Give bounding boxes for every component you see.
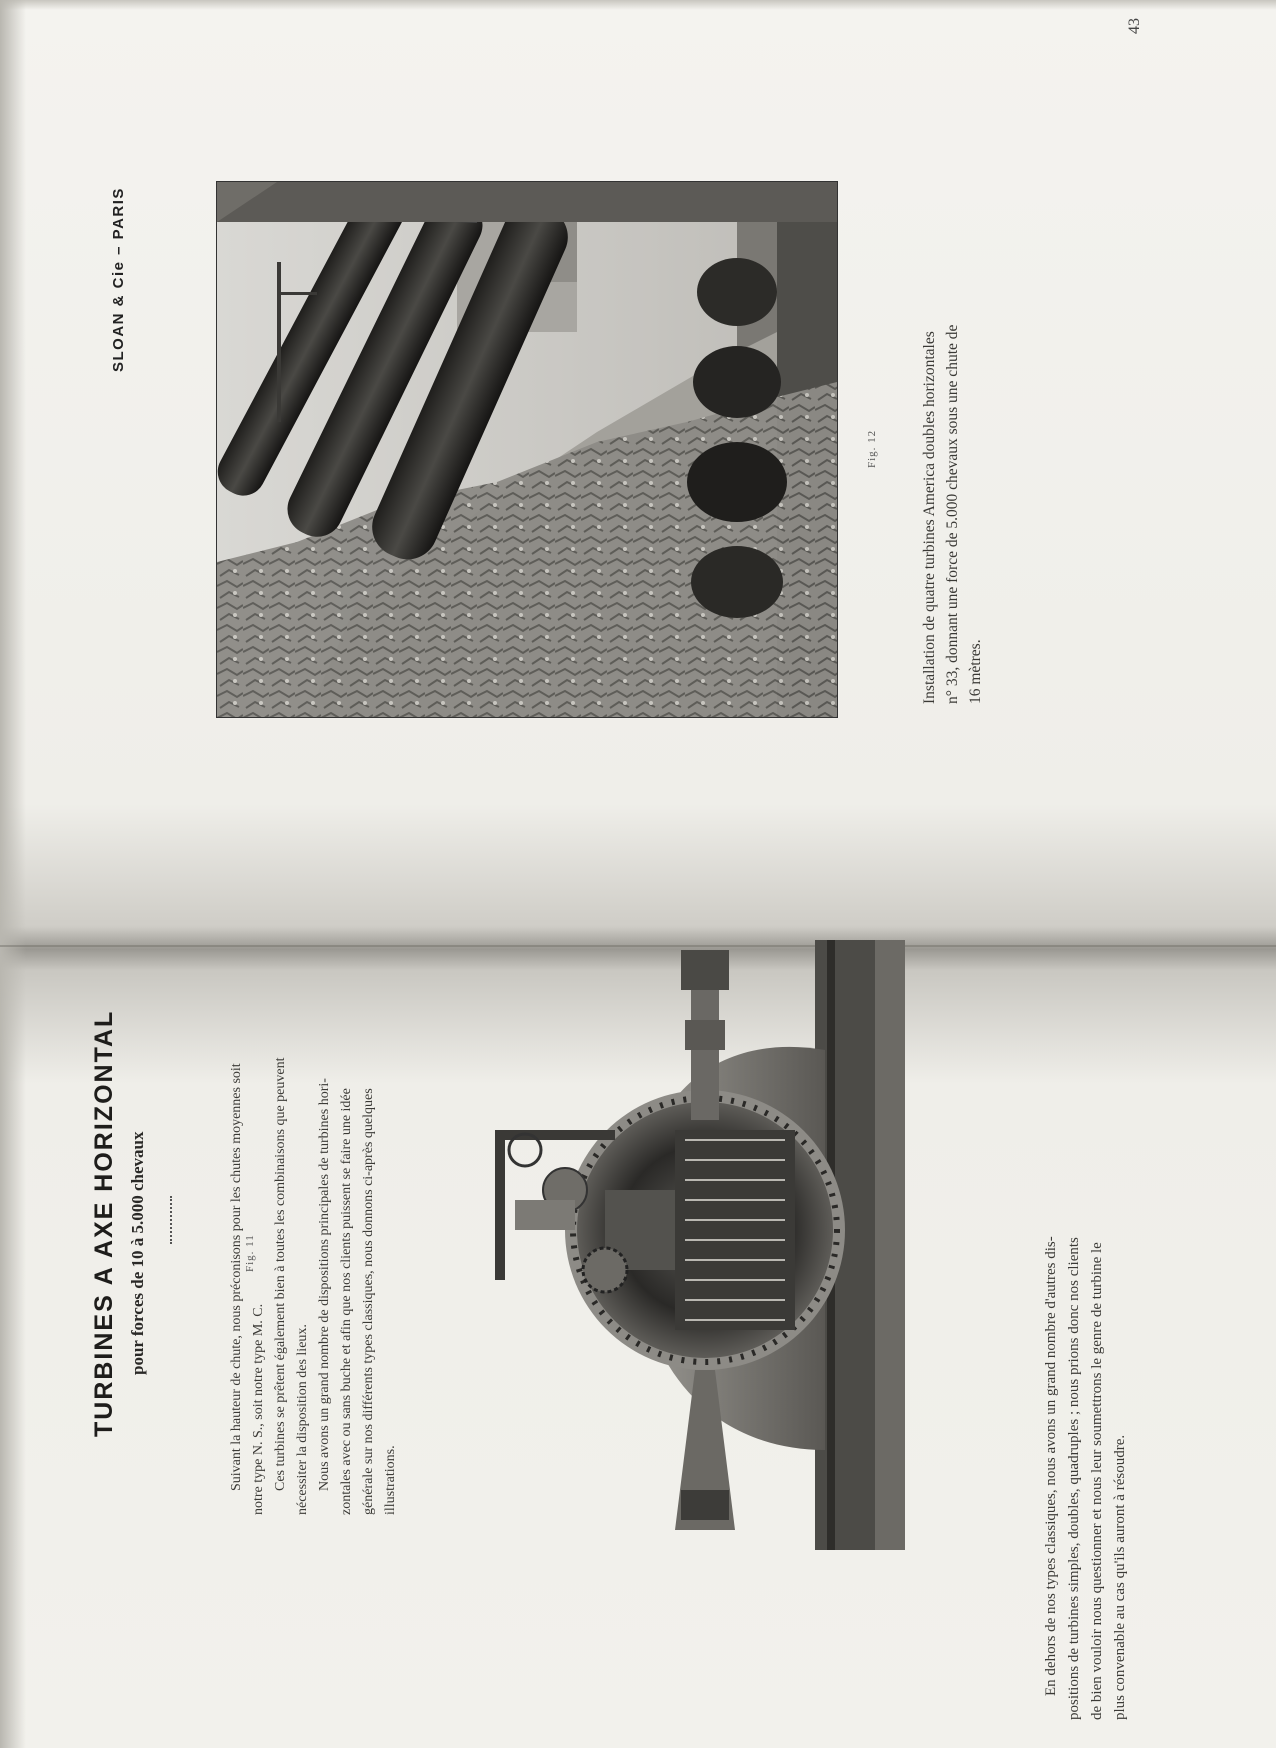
- page-title: TURBINES A AXE HORIZONTAL: [90, 1009, 118, 1437]
- intro-line: illustrations.: [383, 1445, 398, 1515]
- fig-11-label: Fig. 11: [244, 1234, 256, 1272]
- intro-line: zontales avec ou sans buche et afin que nos clients puissent se faire une idée: [339, 1088, 354, 1515]
- fig-12-caption: [918, 325, 987, 704]
- closing-line: de bien vouloir nous questionner et nous leur soumettrons le genre de turbine le: [1089, 1242, 1105, 1720]
- fig-12-label: Fig. 12: [866, 429, 878, 468]
- fig-11-illustration: [455, 930, 925, 1560]
- horizontal-turbine-illustration: [455, 930, 925, 1560]
- closing-line: positions de turbines simples, doubles, quadruples ; nous prions donc nos clients: [1066, 1237, 1082, 1720]
- closing-paragraph: [1040, 1236, 1132, 1720]
- caption-line: n° 33, donnant une force de 5.000 chevaux sous une chute de: [944, 324, 961, 704]
- caption-line: Installation de quatre turbines America doubles horizontales: [921, 331, 938, 704]
- penstock-installation-illustration: [217, 182, 837, 717]
- fig-12-photograph: [216, 181, 838, 718]
- caption-line: 16 mètres.: [967, 639, 984, 704]
- decorative-rule: [170, 1196, 174, 1244]
- page-edge-shadow: [0, 0, 26, 1748]
- intro-line: Suivant la hauteur de chute, nous préconisons pour les chutes moyennes soit: [229, 1063, 244, 1491]
- page-header: SLOAN & Cie – PARIS: [110, 187, 127, 372]
- page-number: 43: [1126, 18, 1143, 34]
- intro-line: Nous avons un grand nombre de dispositions principales de turbines hori-: [317, 1078, 332, 1491]
- intro-line: Ces turbines se prêtent également bien à toutes les combinaisons que peuvent: [273, 1057, 288, 1491]
- page-top-edge: [0, 0, 1276, 10]
- intro-line: nécessiter la disposition des lieux.: [295, 1324, 310, 1515]
- intro-line: générale sur nos différents types classiques, nous donnons ci-après quelques: [361, 1088, 376, 1515]
- closing-line: En dehors de nos types classiques, nous avons un grand nombre d'autres dis-: [1043, 1236, 1059, 1696]
- closing-line: plus convenable au cas qu'ils auront à résoudre.: [1112, 1434, 1128, 1720]
- intro-line: notre type N. S., soit notre type M. C.: [251, 1303, 266, 1515]
- page-subtitle: pour forces de 10 à 5.000 chevaux: [128, 1131, 147, 1375]
- intro-paragraph: [226, 1058, 402, 1516]
